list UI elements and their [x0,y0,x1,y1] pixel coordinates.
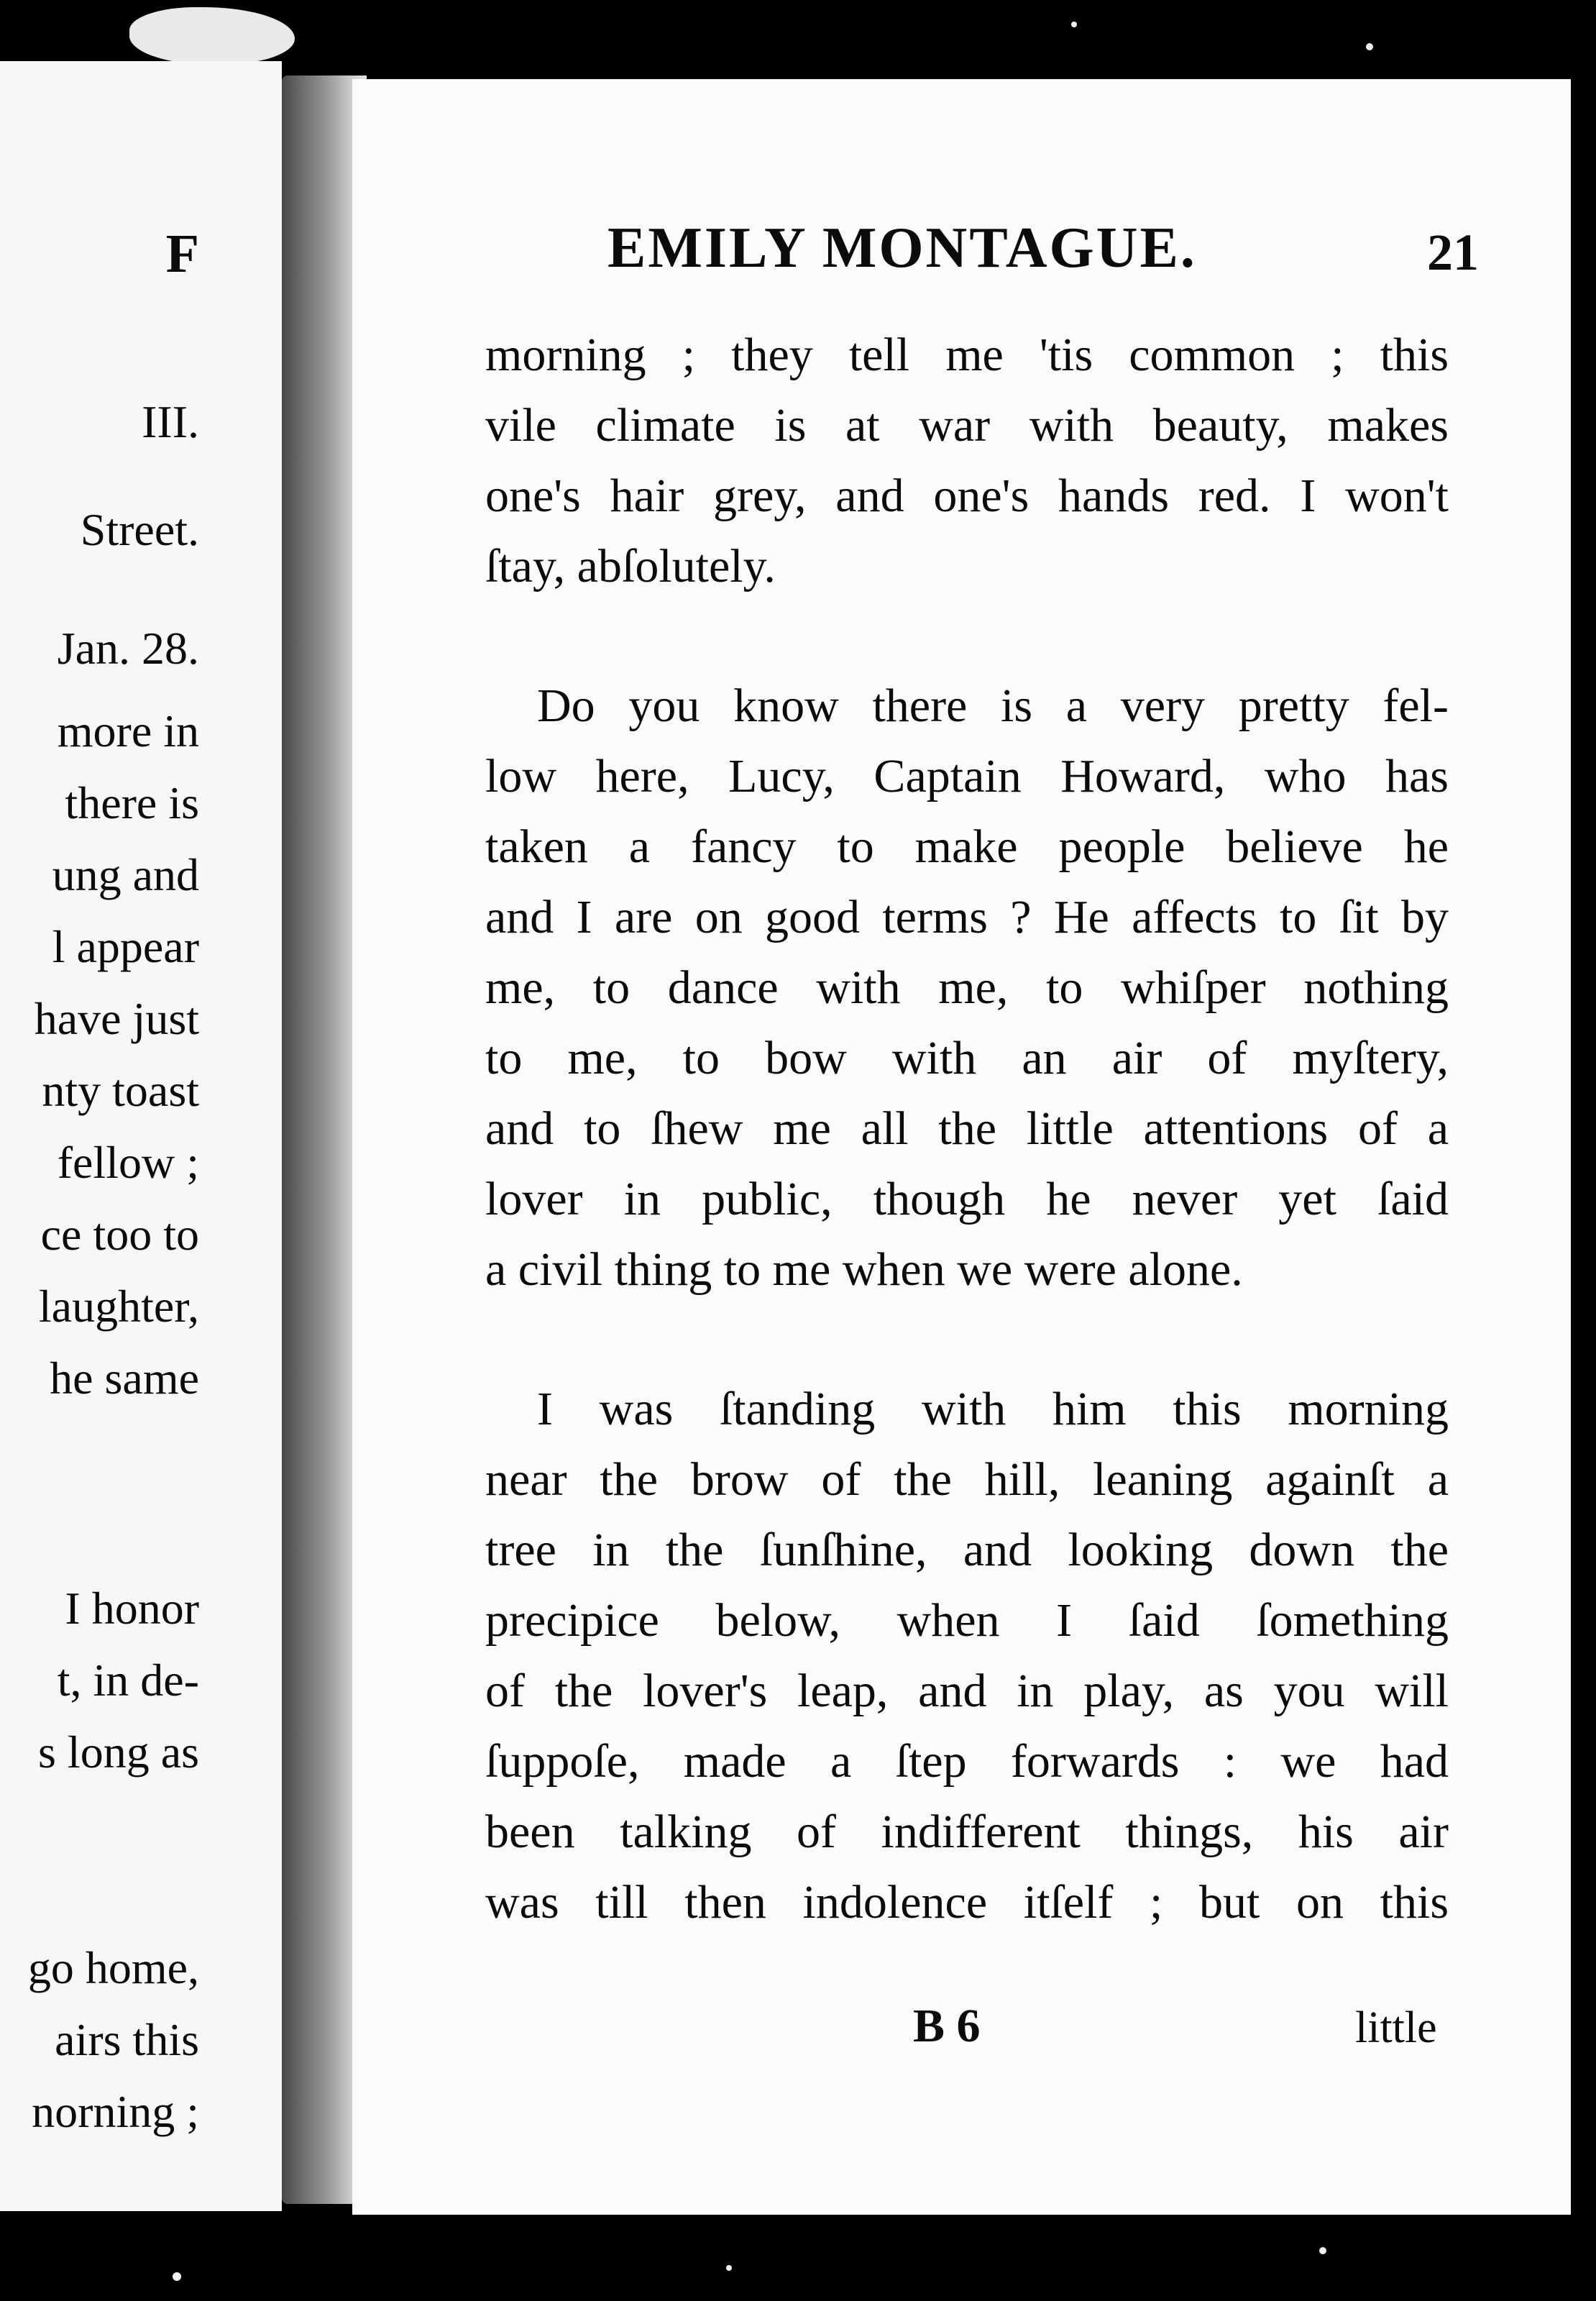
text-line: a civil thing to me when we were alone. [485,1243,1243,1296]
signature-mark: B 6 [913,2000,981,2052]
right-page [352,79,1571,2215]
left-page-line: s long as [38,1726,199,1778]
text-line: tree in the ſunſhine, and looking down the [485,1524,1449,1576]
text-line: vile climate is at war with beauty, makes [485,399,1449,452]
left-page-line: ce too to [40,1209,199,1260]
text-line: ſuppoſe, made a ſtep forwards : we had [485,1735,1449,1788]
text-line: and I are on good terms ? He affects to ſit by [485,891,1449,943]
paragraph-gap [485,1305,1449,1374]
left-page-line: go home, [27,1942,199,1993]
running-head: EMILY MONTAGUE. [607,216,1197,280]
left-page-line: F [165,224,199,284]
text-line: and to ſhew me all the little attentions of a [485,1102,1449,1155]
paragraph-gap [485,602,1449,671]
left-page-line: t, in de- [57,1655,199,1706]
left-page-line: more in [57,705,199,756]
left-page-line: laughter, [38,1281,199,1332]
page-body [485,320,1449,1938]
text-line: taken a fancy to make people believe he [485,820,1449,873]
left-page [0,61,282,2211]
left-page-line: ung and [52,849,199,900]
text-line: I was ſtanding with him this morning [537,1383,1449,1435]
dust-speck [173,2272,181,2281]
text-line: ſtay, abſolutely. [485,540,776,593]
left-page-line: he same [50,1353,199,1404]
left-page-line: airs this [55,2014,199,2065]
text-line: one's hair grey, and one's hands red. I won't [485,470,1449,522]
text-line: precipice below, when I ſaid ſomething [485,1594,1449,1647]
left-page-line: there is [65,777,199,828]
catchword: little [1355,2003,1437,2052]
left-page-line: norning ; [32,2086,199,2137]
text-line: near the brow of the hill, leaning againſt a [485,1453,1449,1506]
left-page-line: fellow ; [57,1137,199,1188]
dust-speck [1071,22,1077,27]
text-line: to me, to bow with an air of myſtery, [485,1032,1449,1084]
left-page-line: have just [34,993,199,1044]
dust-speck [726,2265,732,2271]
text-line: me, to dance with me, to whiſper nothing [485,961,1449,1014]
text-line: been talking of indifferent things, his air [485,1806,1449,1858]
left-page-line: Street. [80,504,199,555]
page-number: 21 [1427,224,1479,281]
left-page-line: l appear [52,921,199,972]
text-line: was till then indolence itſelf ; but on this [485,1876,1449,1929]
left-page-line: I honor [65,1583,199,1634]
text-line: morning ; they tell me 'tis common ; this [485,329,1449,381]
dust-speck [1366,43,1373,50]
text-line: lover in public, though he never yet ſaid [485,1173,1449,1225]
text-line: of the lover's leap, and in play, as you will [485,1665,1449,1717]
left-page-line: nty toast [42,1065,199,1116]
dust-speck [1319,2247,1326,2254]
tape-scrap [129,7,295,65]
text-line: Do you know there is a very pretty fel- [537,680,1449,732]
text-line: low here, Lucy, Captain Howard, who has [485,750,1449,802]
left-page-line: III. [142,396,199,447]
left-page-line: Jan. 28. [57,623,199,674]
